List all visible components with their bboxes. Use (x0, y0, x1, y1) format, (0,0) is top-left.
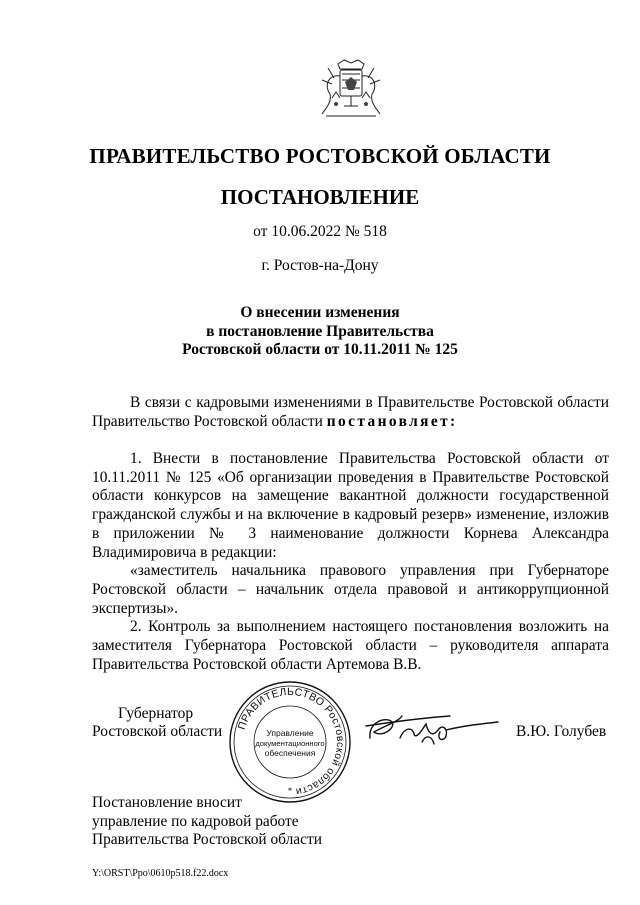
item-1-quote: «заместитель начальника правового управления при Губернаторе Ростовской области – начальник отдела правовой и антикоррупционной экспертизы». (92, 562, 609, 617)
subject-line: Ростовской области от 10.11.2011 № 125 (182, 341, 458, 358)
signer-title-line1: Губернатор (118, 705, 194, 722)
submitter-line: Правительства Ростовской области (92, 831, 322, 849)
stamp-center-line: Управление (266, 728, 314, 738)
preamble-text: В связи с кадровыми изменениями в Правительстве Ростовской области Правительство Ростовской области (92, 394, 609, 430)
stamp-center-line: документационного (255, 739, 325, 748)
subject-line: О внесении изменения (240, 304, 400, 321)
submitter-line: Постановление вносит (92, 794, 242, 811)
stamp-star-icon: * (287, 786, 293, 796)
decree-items (92, 450, 609, 674)
rostov-coat-of-arms-icon (318, 58, 384, 122)
preamble (92, 394, 609, 431)
decree-word: постановляет: (326, 412, 458, 430)
city: г. Ростов-на-Дону (261, 257, 379, 274)
handwritten-signature (362, 708, 502, 748)
stamp-center-line: обеспечения (264, 748, 316, 758)
item-1: 1. Внести в постановление Правительства Ростовской области от 10.11.2011 № 125 «Об организации проведения в Правительстве Ростовской области конкурсов на замещение вакантной должности государственной гражданской службы и на включение в кадровый резерв» изменение, изложив в приложении № 3 наименование должности Корнева Александра Владимировича в редакции: (92, 450, 609, 561)
item-2: 2. Контроль за выполнением настоящего постановления возложить на заместителя Губернатора Ростовской области – руководителя аппарата Правительства Ростовской области Артемова В.В. (92, 618, 609, 673)
subject-line: в постановление Правительства (206, 322, 434, 340)
date-and-number: от 10.06.2022 № 518 (253, 223, 387, 240)
submitter-line: управление по кадровой работе (92, 812, 299, 830)
government-name: ПРАВИТЕЛЬСТВО РОСТОВСКОЙ ОБЛАСТИ (89, 144, 551, 168)
document-subject (0, 304, 640, 360)
stamp-ring-text: ПРАВИТЕЛЬСТВО Ростовской области (235, 685, 347, 798)
document-type: ПОСТАНОВЛЕНИЕ (220, 185, 420, 209)
submitter-note (92, 794, 322, 850)
file-path: Y:\ORST\Ppo\0610p518.f22.docx (92, 868, 229, 879)
signer-title-line2: Ростовской области (92, 723, 223, 740)
signer-name: В.Ю. Голубев (516, 723, 607, 740)
official-stamp (228, 680, 352, 804)
